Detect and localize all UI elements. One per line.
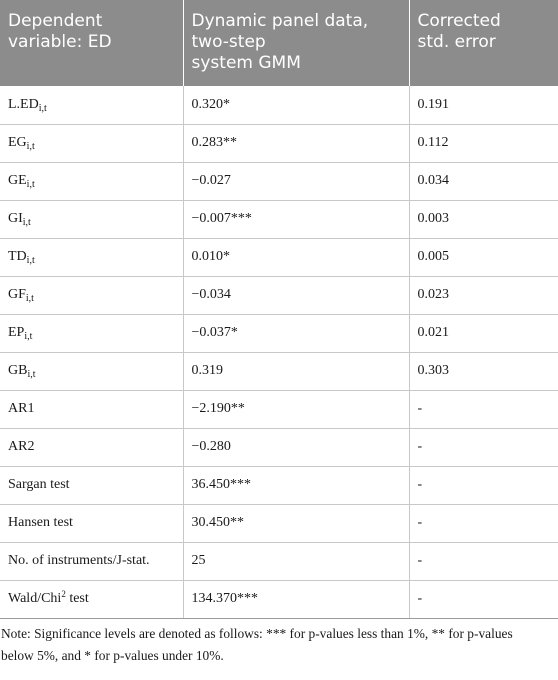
row-label: Sargan test [0,466,183,504]
coefficient-cell: −0.280 [183,428,409,466]
coefficient-cell: −0.037* [183,314,409,352]
header-line: variable: ED [8,32,112,52]
label-text: EP [8,325,25,340]
label-text: GB [8,363,28,378]
std-error-cell: 0.191 [409,86,558,124]
row-label: AR2 [0,428,183,466]
table-row [0,542,558,580]
table-row [0,390,558,428]
row-label [0,276,183,314]
std-error-cell: 0.005 [409,238,558,276]
header-row [0,0,558,86]
label-subscript: i,t [22,217,31,228]
header-dependent-variable [0,0,183,86]
coefficient-cell: 0.320* [183,86,409,124]
label-subscript: i,t [26,255,35,266]
std-error-cell: - [409,504,558,542]
label-subscript: i,t [27,369,36,380]
std-error-cell: - [409,542,558,580]
std-error-cell: 0.023 [409,276,558,314]
label-text: GI [8,211,23,226]
label-text: GE [8,173,27,188]
note-line: below 5%, and * for p-values under 10%. [1,647,224,663]
coefficient-cell: 0.010* [183,238,409,276]
label-subscript: i,t [38,102,47,114]
header-line: Dynamic panel data, [191,11,369,31]
coefficient-cell: 36.450*** [183,466,409,504]
table-row [0,428,558,466]
row-label: No. of instruments/J-stat. [0,542,183,580]
table-row [0,124,558,162]
coefficient-cell: −0.034 [183,276,409,314]
std-error-cell: 0.021 [409,314,558,352]
label-subscript: i,t [25,293,34,304]
coefficient-cell: 30.450** [183,504,409,542]
std-error-cell: 0.112 [409,124,558,162]
std-error-cell: - [409,428,558,466]
label-text: TD [8,249,27,264]
label-text-after: test [65,591,89,606]
table-header [0,0,558,86]
std-error-cell: 0.034 [409,162,558,200]
row-label [0,580,183,618]
row-label: AR1 [0,390,183,428]
table-row [0,466,558,504]
table-body [0,86,558,618]
coefficient-cell: 0.283** [183,124,409,162]
table-row [0,238,558,276]
row-label [0,238,183,276]
row-label [0,86,183,124]
label-text: L.ED [8,96,39,112]
table-row [0,504,558,542]
table-row [0,162,558,200]
header-std-error [409,0,558,86]
label-subscript: i,t [26,179,35,190]
header-line: Dependent [8,11,103,31]
table-row [0,276,558,314]
std-error-cell: 0.003 [409,200,558,238]
coefficient-cell: 134.370*** [183,580,409,618]
row-label [0,124,183,162]
coefficient-cell: −2.190** [183,390,409,428]
coefficient-cell: −0.007*** [183,200,409,238]
header-line: system GMM [191,53,301,73]
row-label [0,352,183,390]
std-error-cell: - [409,466,558,504]
table-row [0,352,558,390]
row-label [0,200,183,238]
header-line: std. error [417,32,496,52]
label-text: Wald/Chi [8,591,62,606]
table-row [0,580,558,618]
row-label [0,162,183,200]
header-line: Corrected [417,11,501,31]
row-label: Hansen test [0,504,183,542]
std-error-cell: - [409,580,558,618]
std-error-cell: - [409,390,558,428]
table-note [0,619,557,667]
coefficient-cell: −0.027 [183,162,409,200]
header-gmm-estimates [183,0,409,86]
row-label [0,314,183,352]
table-row [0,86,558,124]
table-row [0,314,558,352]
std-error-cell: 0.303 [409,352,558,390]
header-line: two-step [191,32,266,52]
label-text: EG [8,135,27,150]
coefficient-cell: 0.319 [183,352,409,390]
note-line: Note: Significance levels are denoted as follows: *** for p-values less than 1%, ** for p-values [1,625,513,641]
label-superscript: 2 [61,589,66,599]
label-subscript: i,t [24,331,33,342]
coefficient-cell: 25 [183,542,409,580]
label-text: GF [8,287,26,302]
label-subscript: i,t [26,141,35,152]
table-row [0,200,558,238]
